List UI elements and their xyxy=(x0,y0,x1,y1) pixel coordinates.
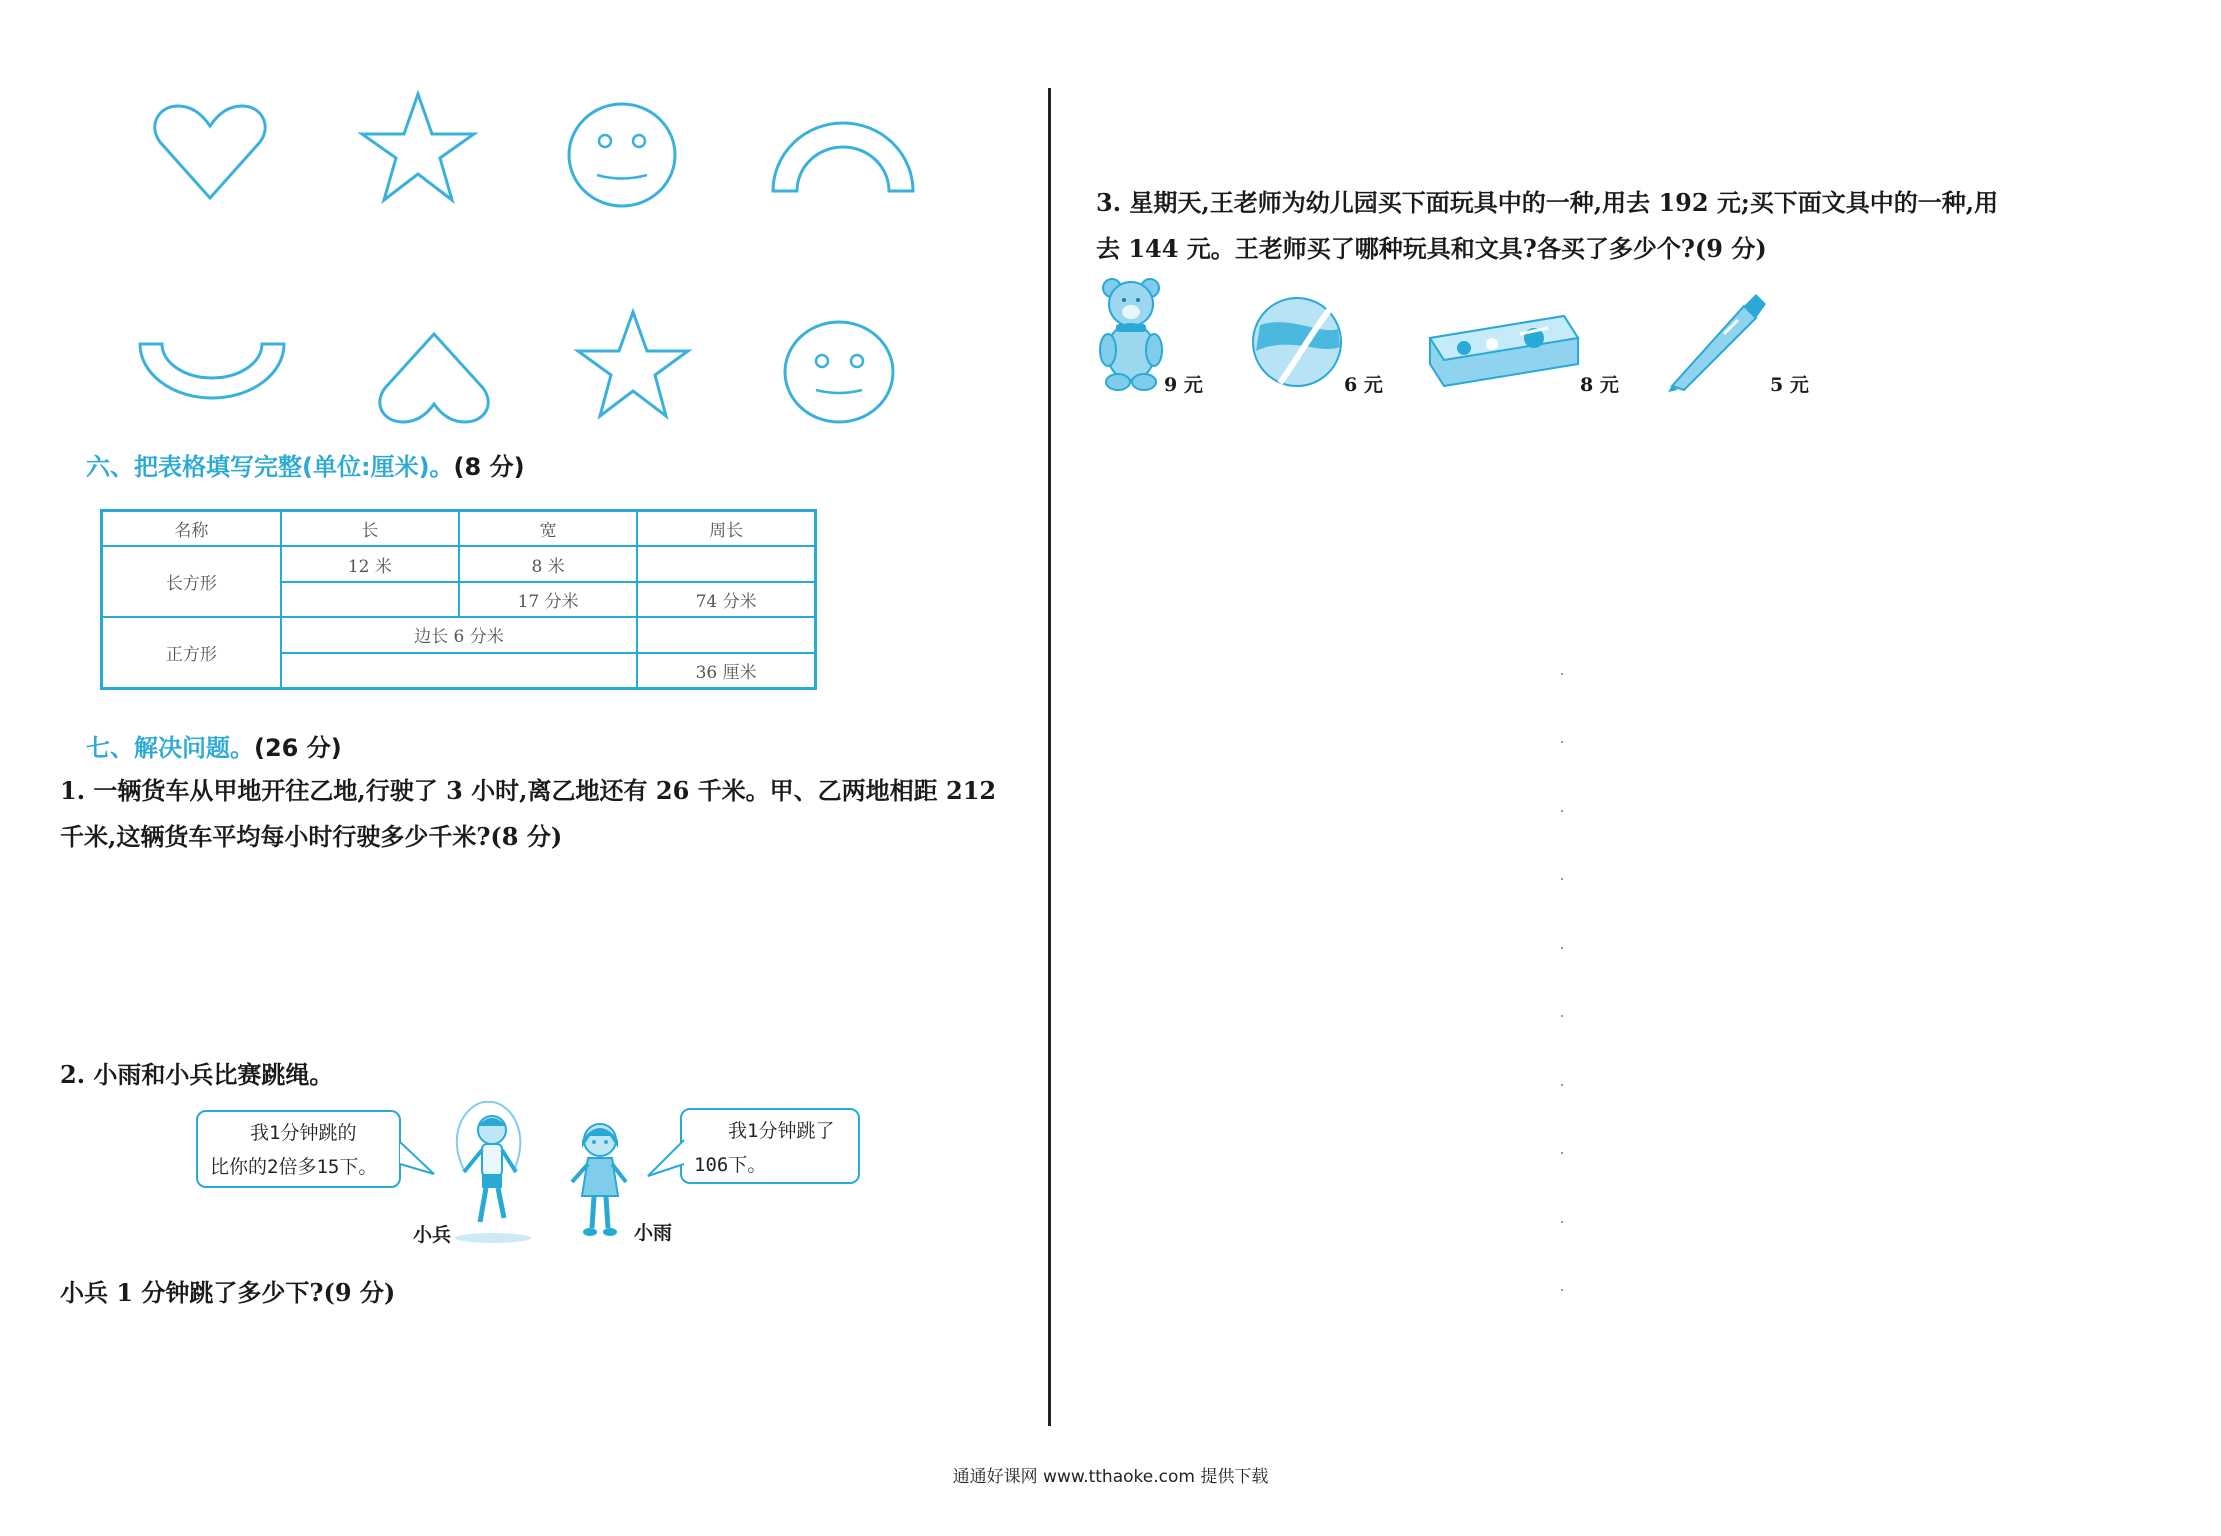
heart-shape-icon xyxy=(150,100,270,210)
dot-mark xyxy=(1561,741,1563,743)
rect1-length: 12 米 xyxy=(281,546,459,581)
rect1-perimeter-blank[interactable] xyxy=(637,546,815,581)
dot-mark xyxy=(1561,810,1563,812)
arch-shape-icon xyxy=(768,115,918,195)
square1-perimeter-blank[interactable] xyxy=(637,617,815,652)
bubble-boy-line1: 我1分钟跳的 xyxy=(250,1122,357,1144)
name-boy: 小兵 xyxy=(413,1224,452,1246)
bubble-tail-right xyxy=(646,1138,686,1180)
square2-perimeter: 36 厘米 xyxy=(637,653,815,689)
star-shape-icon-2 xyxy=(574,308,692,420)
footer-credit: 通通好课网 www.tthaoke.com 提供下载 xyxy=(952,1467,1269,1487)
section6-heading xyxy=(86,447,525,482)
teddy-bear-icon xyxy=(1094,272,1170,392)
question2-question: 小兵 1 分钟跳了多少下?(9 分) xyxy=(60,1278,396,1307)
question1-line2: 千米,这辆货车平均每小时行驶多少千米?(8 分) xyxy=(60,822,563,851)
dot-mark xyxy=(1561,673,1563,675)
ball-icon xyxy=(1250,295,1345,390)
name-girl: 小雨 xyxy=(634,1222,673,1244)
square-label: 正方形 xyxy=(102,617,281,688)
table-header-perimeter: 周长 xyxy=(637,511,815,547)
dot-mark xyxy=(1561,1289,1563,1291)
price-ball: 6 元 xyxy=(1344,374,1383,396)
bubble-boy-line2: 比你的2倍多15下。 xyxy=(210,1156,378,1178)
price-teddy: 9 元 xyxy=(1164,374,1203,396)
speech-bubble-girl xyxy=(680,1108,860,1184)
square2-side-blank[interactable] xyxy=(281,653,638,689)
square1-side: 边长 6 分米 xyxy=(281,617,638,652)
dot-mark xyxy=(1561,1152,1563,1154)
column-divider xyxy=(1048,88,1051,1426)
rect1-width: 8 米 xyxy=(459,546,637,581)
price-pencil-case: 8 元 xyxy=(1580,374,1619,396)
dot-mark xyxy=(1561,1221,1563,1223)
section6-title: 六、把表格填写完整(单位:厘米)。 xyxy=(86,453,454,481)
girl-jumping-rope-icon xyxy=(560,1112,640,1242)
section6-score: (8 分) xyxy=(453,453,525,481)
dot-mark xyxy=(1561,1084,1563,1086)
section7-title: 七、解决问题。 xyxy=(86,734,254,762)
dot-mark xyxy=(1561,947,1563,949)
rect2-length-blank[interactable] xyxy=(281,582,459,617)
pen-icon xyxy=(1664,292,1768,392)
rect2-perimeter: 74 分米 xyxy=(637,582,815,617)
question1 xyxy=(60,768,996,860)
table-header-length: 长 xyxy=(281,511,459,547)
pencil-case-icon xyxy=(1424,298,1582,390)
dimensions-table xyxy=(100,509,817,690)
table-header-name: 名称 xyxy=(102,511,281,547)
question2-title: 2. 小雨和小兵比赛跳绳。 xyxy=(60,1060,334,1089)
star-shape-icon xyxy=(358,90,478,205)
rect2-width: 17 分米 xyxy=(459,582,637,617)
bubble-girl-line2: 106下。 xyxy=(694,1154,767,1176)
smiley-face-icon-2 xyxy=(780,318,898,426)
price-pen: 5 元 xyxy=(1770,374,1809,396)
table-header-width: 宽 xyxy=(459,511,637,547)
section7-score: (26 分) xyxy=(254,734,342,762)
question3-line1: 3. 星期天,王老师为幼儿园买下面玩具中的一种,用去 192 元;买下面文具中的一种,用 xyxy=(1096,188,1999,217)
bubble-girl-line1: 我1分钟跳了 xyxy=(728,1120,835,1142)
inverted-heart-shape-icon xyxy=(377,328,492,428)
u-arch-shape-icon xyxy=(136,340,288,402)
dot-mark xyxy=(1561,1015,1563,1017)
rectangle-label: 长方形 xyxy=(102,546,281,617)
dot-mark xyxy=(1561,878,1563,880)
smiley-face-icon xyxy=(565,100,680,210)
question3-line2: 去 144 元。王老师买了哪种玩具和文具?各买了多少个?(9 分) xyxy=(1096,234,1767,263)
section7-heading xyxy=(86,728,342,763)
speech-bubble-boy xyxy=(196,1110,401,1188)
boy-jumping-rope-icon xyxy=(448,1100,538,1245)
question1-line1: 1. 一辆货车从甲地开往乙地,行驶了 3 小时,离乙地还有 26 千米。甲、乙两地相距 212 xyxy=(60,776,997,805)
bubble-tail-left xyxy=(398,1140,438,1180)
question3 xyxy=(1096,180,1998,272)
